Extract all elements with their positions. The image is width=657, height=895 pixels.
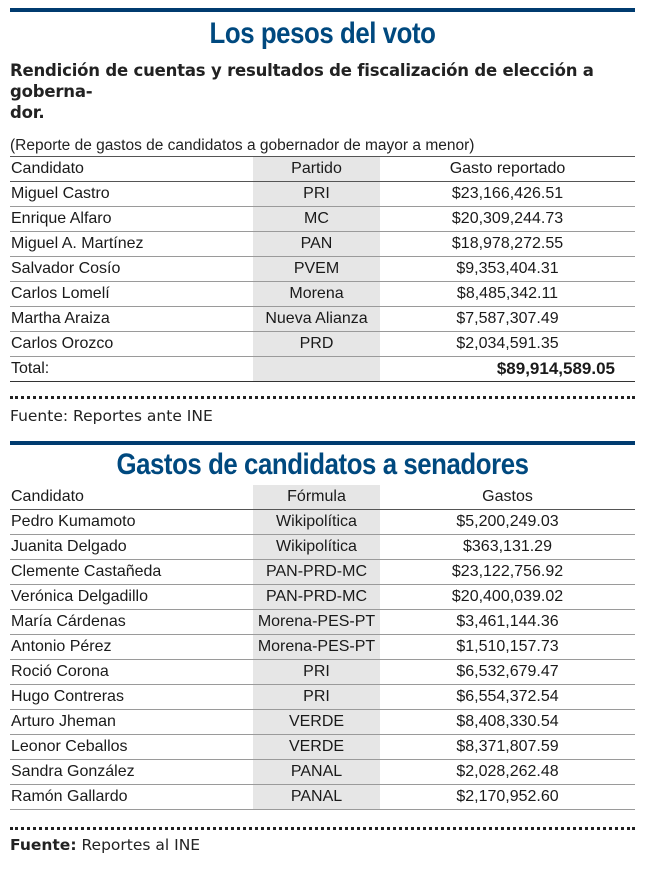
header-gastos: Gastos xyxy=(380,485,635,510)
cell-party: VERDE xyxy=(253,735,380,760)
subtitle-line-2: dor. xyxy=(10,103,45,122)
infographic xyxy=(10,8,635,856)
cell-candidate: Roció Corona xyxy=(10,660,253,685)
cell-candidate: Clemente Castañeda xyxy=(10,560,253,585)
cell-candidate: Miguel Castro xyxy=(10,182,253,207)
cell-candidate: Miguel A. Martínez xyxy=(10,232,253,257)
cell-amount: $9,353,404.31 xyxy=(380,257,635,282)
table-row xyxy=(10,232,635,257)
cell-candidate: Arturo Jheman xyxy=(10,710,253,735)
cell-party: Morena-PES-PT xyxy=(253,610,380,635)
section1-source: Fuente: Reportes ante INE xyxy=(10,407,213,425)
cell-party: Nueva Alianza xyxy=(253,307,380,332)
subtitle-line-1: Rendición de cuentas y resultados de fiscalización de elección a goberna- xyxy=(10,61,594,101)
cell-amount: $1,510,157.73 xyxy=(380,635,635,660)
cell-party: PAN-PRD-MC xyxy=(253,560,380,585)
source-label: Fuente: xyxy=(10,836,77,854)
table-row xyxy=(10,510,635,535)
total-value: $89,914,589.05 xyxy=(380,357,635,382)
table-row xyxy=(10,560,635,585)
cell-party: VERDE xyxy=(253,710,380,735)
cell-party: PAN-PRD-MC xyxy=(253,585,380,610)
table-row xyxy=(10,610,635,635)
table-row xyxy=(10,735,635,760)
cell-party: MC xyxy=(253,207,380,232)
cell-amount: $23,166,426.51 xyxy=(380,182,635,207)
table-row xyxy=(10,685,635,710)
cell-candidate: María Cárdenas xyxy=(10,610,253,635)
cell-candidate: Ramón Gallardo xyxy=(10,785,253,810)
cell-party: PRI xyxy=(253,182,380,207)
header-gasto: Gasto reportado xyxy=(380,157,635,182)
cell-party: PRI xyxy=(253,660,380,685)
cell-party: PVEM xyxy=(253,257,380,282)
divider-dotted xyxy=(10,396,635,399)
total-row xyxy=(10,357,635,382)
section1-subtitle xyxy=(10,60,635,123)
section2-source xyxy=(10,834,635,856)
table-row xyxy=(10,182,635,207)
cell-candidate: Hugo Contreras xyxy=(10,685,253,710)
governor-header-row xyxy=(10,157,635,182)
table-row xyxy=(10,635,635,660)
cell-candidate: Sandra González xyxy=(10,760,253,785)
cell-amount: $3,461,144.36 xyxy=(380,610,635,635)
cell-party: PAN xyxy=(253,232,380,257)
divider-dotted xyxy=(10,827,635,830)
senators-header-row xyxy=(10,485,635,510)
cell-party: PRI xyxy=(253,685,380,710)
cell-party: PANAL xyxy=(253,760,380,785)
cell-party: Morena xyxy=(253,282,380,307)
table-row xyxy=(10,535,635,560)
table-row xyxy=(10,207,635,232)
table-row xyxy=(10,257,635,282)
section2-title: Gastos de candidatos a senadores xyxy=(116,448,529,481)
cell-amount: $2,028,262.48 xyxy=(380,760,635,785)
section1-title: Los pesos del voto xyxy=(209,17,436,50)
table-row xyxy=(10,585,635,610)
cell-amount: $20,309,244.73 xyxy=(380,207,635,232)
cell-candidate: Leonor Ceballos xyxy=(10,735,253,760)
cell-party: Wikipolítica xyxy=(253,510,380,535)
top-rule xyxy=(10,8,635,12)
cell-amount: $5,200,249.03 xyxy=(380,510,635,535)
total-empty-cell xyxy=(253,357,380,382)
table-row xyxy=(10,710,635,735)
senators-table xyxy=(10,485,635,810)
header-partido: Partido xyxy=(253,157,380,182)
table-row xyxy=(10,785,635,810)
header-candidato: Candidato xyxy=(10,157,253,182)
cell-amount: $2,034,591.35 xyxy=(380,332,635,357)
cell-amount: $8,371,807.59 xyxy=(380,735,635,760)
header-formula: Fórmula xyxy=(253,485,380,510)
cell-amount: $2,170,952.60 xyxy=(380,785,635,810)
table-row xyxy=(10,760,635,785)
cell-candidate: Juanita Delgado xyxy=(10,535,253,560)
cell-amount: $20,400,039.02 xyxy=(380,585,635,610)
cell-party: Morena-PES-PT xyxy=(253,635,380,660)
cell-party: PRD xyxy=(253,332,380,357)
cell-candidate: Antonio Pérez xyxy=(10,635,253,660)
cell-amount: $6,554,372.54 xyxy=(380,685,635,710)
source-text: Reportes al INE xyxy=(81,836,201,854)
table-row xyxy=(10,660,635,685)
header-candidato: Candidato xyxy=(10,485,253,510)
cell-candidate: Enrique Alfaro xyxy=(10,207,253,232)
cell-amount: $8,485,342.11 xyxy=(380,282,635,307)
governor-table xyxy=(10,156,635,382)
cell-candidate: Verónica Delgadillo xyxy=(10,585,253,610)
cell-amount: $363,131.29 xyxy=(380,535,635,560)
cell-candidate: Martha Araiza xyxy=(10,307,253,332)
cell-candidate: Carlos Lomelí xyxy=(10,282,253,307)
table-row xyxy=(10,332,635,357)
cell-candidate: Pedro Kumamoto xyxy=(10,510,253,535)
cell-amount: $6,532,679.47 xyxy=(380,660,635,685)
cell-candidate: Carlos Orozco xyxy=(10,332,253,357)
cell-amount: $23,122,756.92 xyxy=(380,560,635,585)
table-note: (Reporte de gastos de candidatos a gobernador de mayor a menor) xyxy=(10,137,475,154)
cell-amount: $18,978,272.55 xyxy=(380,232,635,257)
cell-candidate: Salvador Cosío xyxy=(10,257,253,282)
cell-party: Wikipolítica xyxy=(253,535,380,560)
cell-party: PANAL xyxy=(253,785,380,810)
cell-amount: $7,587,307.49 xyxy=(380,307,635,332)
total-label: Total: xyxy=(10,357,253,382)
cell-amount: $8,408,330.54 xyxy=(380,710,635,735)
table-row xyxy=(10,282,635,307)
table-row xyxy=(10,307,635,332)
